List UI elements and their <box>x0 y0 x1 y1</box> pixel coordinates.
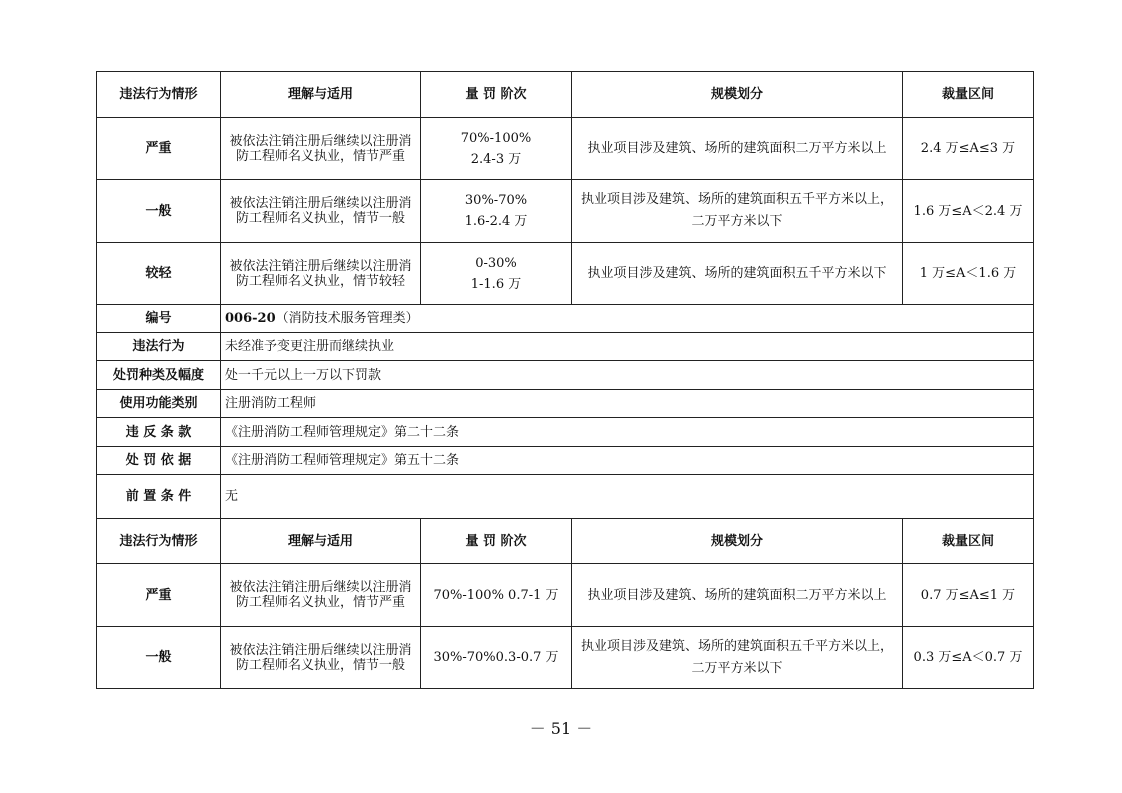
scale-cell: 执业项目涉及建筑、场所的建筑面积二万平方米以上 <box>572 118 903 180</box>
understanding-cell: 被依法注销注册后继续以注册消防工程师名义执业，情节严重 <box>221 118 421 180</box>
behavior-label: 违法行为 <box>97 333 221 361</box>
info-row-violation <box>97 418 1034 447</box>
range-cell: 1.6 万≤A＜2.4 万 <box>903 180 1034 243</box>
header-range: 裁量区间 <box>903 72 1034 118</box>
header-understanding: 理解与适用 <box>221 519 421 564</box>
understanding-cell: 被依法注销注册后继续以注册消防工程师名义执业，情节严重 <box>221 564 421 627</box>
amount-text: 2.4-3 万 <box>470 151 522 167</box>
header-penalty-level: 量 罚 阶次 <box>421 519 572 564</box>
range-cell: 2.4 万≤A≤3 万 <box>903 118 1034 180</box>
header-penalty-level: 量 罚 阶次 <box>421 72 572 118</box>
category-value: 注册消防工程师 <box>221 390 1034 418</box>
header-scale: 规模划分 <box>572 519 903 564</box>
table-row <box>97 243 1034 305</box>
basis-value: 《注册消防工程师管理规定》第五十二条 <box>221 447 1034 475</box>
precondition-label: 前 置 条 件 <box>97 475 221 519</box>
header-understanding: 理解与适用 <box>221 72 421 118</box>
level-cell: 一般 <box>97 627 221 689</box>
penalty-table <box>96 71 1034 689</box>
info-row-behavior <box>97 333 1034 361</box>
code-label: 编号 <box>97 305 221 333</box>
level-cell: 一般 <box>97 180 221 243</box>
ratio-amount-cell <box>421 243 572 305</box>
understanding-cell: 被依法注销注册后继续以注册消防工程师名义执业，情节一般 <box>221 627 421 689</box>
penalty-label: 处罚种类及幅度 <box>97 361 221 390</box>
penalty-value: 处一千元以上一万以下罚款 <box>221 361 1034 390</box>
page-number: － 51 － <box>529 719 593 738</box>
header-violation-situation: 违法行为情形 <box>97 72 221 118</box>
scale-cell: 执业项目涉及建筑、场所的建筑面积五千平方米以上，二万平方米以下 <box>572 180 903 243</box>
range-cell: 1 万≤A＜1.6 万 <box>903 243 1034 305</box>
header-violation-situation: 违法行为情形 <box>97 519 221 564</box>
behavior-value: 未经准予变更注册而继续执业 <box>221 333 1034 361</box>
ratio-amount-cell <box>421 118 572 180</box>
code-value <box>221 305 1034 333</box>
table-row <box>97 627 1034 689</box>
category-label: 使用功能类别 <box>97 390 221 418</box>
info-row-penalty <box>97 361 1034 390</box>
scale-cell: 执业项目涉及建筑、场所的建筑面积二万平方米以上 <box>572 564 903 627</box>
header-scale: 规模划分 <box>572 72 903 118</box>
header-row <box>97 72 1034 118</box>
range-cell: 0.7 万≤A≤1 万 <box>903 564 1034 627</box>
precondition-value: 无 <box>221 475 1034 519</box>
ratio-text: 0-30% <box>475 255 517 271</box>
table-row <box>97 564 1034 627</box>
table-row <box>97 118 1034 180</box>
basis-label: 处 罚 依 据 <box>97 447 221 475</box>
info-row-code <box>97 305 1034 333</box>
scale-cell: 执业项目涉及建筑、场所的建筑面积五千平方米以上，二万平方米以下 <box>572 627 903 689</box>
violation-value: 《注册消防工程师管理规定》第二十二条 <box>221 418 1034 447</box>
level-cell: 较轻 <box>97 243 221 305</box>
ratio-amount-cell: 30%-70%0.3-0.7 万 <box>421 627 572 689</box>
ratio-text: 30%-70% <box>464 193 528 208</box>
header-range: 裁量区间 <box>903 519 1034 564</box>
header-row <box>97 519 1034 564</box>
range-cell: 0.3 万≤A＜0.7 万 <box>903 627 1034 689</box>
ratio-text: 70%-100% <box>460 130 532 146</box>
amount-text: 1.6-2.4 万 <box>464 214 528 229</box>
understanding-cell: 被依法注销注册后继续以注册消防工程师名义执业，情节较轻 <box>221 243 421 305</box>
ratio-amount-cell <box>421 180 572 243</box>
level-cell: 严重 <box>97 564 221 627</box>
understanding-cell: 被依法注销注册后继续以注册消防工程师名义执业，情节一般 <box>221 180 421 243</box>
scale-cell: 执业项目涉及建筑、场所的建筑面积五千平方米以下 <box>572 243 903 305</box>
code-category: （消防技术服务管理类） <box>275 311 419 326</box>
ratio-amount-cell: 70%-100% 0.7-1 万 <box>421 564 572 627</box>
info-row-basis <box>97 447 1034 475</box>
table-row <box>97 180 1034 243</box>
code-number: 006-20 <box>225 311 276 326</box>
amount-text: 1-1.6 万 <box>470 276 522 292</box>
level-cell: 严重 <box>97 118 221 180</box>
info-row-category <box>97 390 1034 418</box>
info-row-precondition <box>97 475 1034 519</box>
violation-label: 违 反 条 款 <box>97 418 221 447</box>
